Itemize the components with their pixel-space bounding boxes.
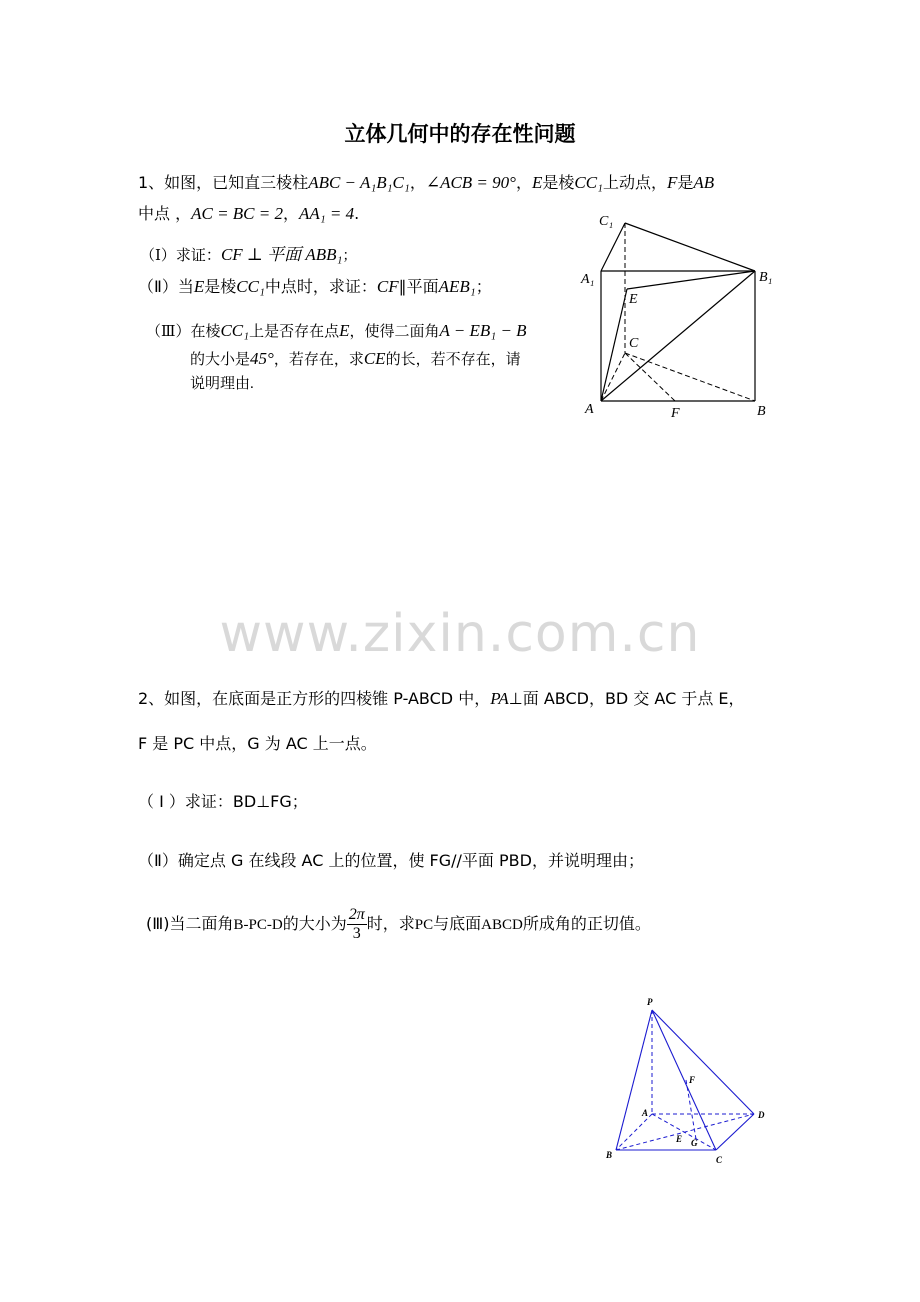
q2-p3-d: 时，求 [366, 914, 415, 933]
q1-part2-label: （Ⅱ）当 [138, 277, 194, 296]
label-B: B [606, 1150, 613, 1160]
q1-part3-CE: CE [363, 349, 386, 368]
q1-part2 [138, 276, 492, 298]
label-P: P [647, 997, 653, 1007]
q1-part3-l2c: 的长，若不存在，请 [385, 352, 521, 368]
label-E: E [629, 292, 638, 307]
label-B1: B₁ [759, 270, 773, 285]
q1-part2-plane: AEB₁ [438, 277, 476, 296]
q1-part3-CC1: CC₁ [220, 321, 250, 340]
q1-AB: AB [693, 173, 715, 192]
q1-F: F [666, 173, 678, 192]
q1-part3-l2b: ，若存在，求 [273, 352, 364, 368]
q1-part3-t1: 上是否存在点 [249, 324, 340, 340]
q1-prism: ABC − A₁B₁C₁ [308, 173, 410, 192]
edge-BD [616, 1114, 754, 1150]
q2-p3-c: 的大小为 [282, 914, 347, 933]
q1-text3: 上动点， [602, 173, 667, 192]
watermark: www.zixin.com.cn [219, 604, 701, 664]
q1-part1-math: CF ⊥ 平面 ABB₁ [220, 245, 343, 264]
q1-part3-l2a: 的大小是 [190, 352, 251, 368]
q1-part3-label: （Ⅲ）在棱 [146, 324, 221, 340]
q1-part1 [140, 244, 356, 267]
q1-part2-t1: 是棱 [204, 277, 237, 296]
label-D: D [758, 1110, 765, 1120]
edge-AC [601, 353, 625, 401]
q1-part2-end: ； [475, 277, 492, 296]
q1-prefix: 1、如图，已知直三棱柱 [138, 173, 309, 192]
q2-p3-b: B-PC-D [233, 917, 283, 933]
edge-A1C1 [601, 223, 625, 271]
edge-PB [616, 1010, 652, 1150]
q2-p3-e: PC [414, 917, 434, 933]
q2-l1-rest: ⊥面 ABCD，BD 交 AC 于点 E， [508, 689, 745, 708]
edge-AE [601, 289, 627, 401]
edge-CB [625, 353, 755, 401]
edge-PC [652, 1010, 716, 1150]
q2-part2: （Ⅱ）确定点 G 在线段 AC 上的位置，使 FG//平面 PBD，并说明理由； [138, 851, 644, 870]
q1-part1-end: ； [342, 248, 357, 264]
q1-l2-end: . [354, 204, 360, 223]
q2-PA: PA [490, 689, 509, 708]
q2-line2: F 是 PC 中点，G 为 AC 上一点。 [138, 734, 377, 753]
edge-AB1 [601, 271, 755, 401]
q1-mid: ， [515, 173, 532, 192]
q2-p3-a: (Ⅲ)当二面角 [146, 914, 234, 933]
edge-C1B1 [625, 223, 755, 271]
label-A: A [585, 402, 594, 417]
q2-part3 [146, 906, 651, 943]
edge-PD [652, 1010, 754, 1114]
label-E: E [676, 1134, 683, 1144]
q1-part3-line3: 说明理由. [190, 376, 254, 392]
label-F: F [671, 406, 680, 421]
q2-frac-num: 2π [348, 906, 365, 923]
q1-angle: ∠ACB = 90° [425, 173, 516, 192]
label-A: A [642, 1108, 649, 1118]
q1-text4: 是 [677, 173, 694, 192]
label-C: C [629, 336, 639, 351]
edge-EB1 [627, 271, 755, 289]
label-C: C [716, 1155, 723, 1165]
q1-sep: ， [409, 173, 426, 192]
q1-part3-E: E [339, 321, 350, 340]
q1-part2-E: E [193, 277, 205, 296]
label-F: F [689, 1075, 696, 1085]
prism-figure [575, 205, 785, 425]
q1-CC1: CC₁ [574, 173, 603, 192]
page-title: 立体几何中的存在性问题 [344, 122, 576, 146]
q1-text2: 是棱 [542, 173, 575, 192]
q2-part1: （ Ⅰ ）求证：BD⊥FG； [138, 792, 308, 811]
label-G: G [691, 1138, 698, 1148]
label-B: B [757, 404, 766, 419]
q1-part3-angle: A − EB₁ − B [439, 321, 527, 340]
label-C1: C₁ [599, 214, 614, 229]
pyramid-figure [600, 992, 780, 1172]
q1-part2-CF: CF [376, 277, 399, 296]
q2-fraction [347, 906, 367, 943]
q2-p3-h: 所成角的正切值。 [522, 914, 651, 933]
q2-frac-den: 3 [352, 925, 361, 942]
q1-eq2: AA₁ = 4 [299, 204, 355, 223]
q2-p3-f: 与底面 [433, 914, 482, 933]
q1-l2-text: 中点 ， [138, 204, 192, 223]
q1-part3-deg: 45° [250, 349, 274, 368]
edge-AB [616, 1114, 652, 1150]
label-A1: A₁ [581, 272, 595, 287]
q1-part3-line2 [190, 348, 521, 371]
q1-part2-t2: 中点时，求证： [264, 277, 377, 296]
q2-line1 [138, 688, 745, 710]
q2-p3-g: ABCD [481, 917, 523, 933]
q1-part3-line1 [146, 320, 527, 343]
q1-part1-label: （Ⅰ）求证： [140, 248, 221, 264]
q1-part2-par: ∥平面 [398, 277, 439, 296]
q1-line2 [138, 203, 359, 225]
q1-part3-t2: ，使得二面角 [349, 324, 440, 340]
q1-eq1: AC = BC = 2 [191, 204, 283, 223]
q1-line1 [138, 172, 714, 194]
q1-l2-sep: ， [282, 204, 299, 223]
q2-l1-prefix: 2、如图，在底面是正方形的四棱锥 P-ABCD 中， [138, 689, 491, 708]
q1-part2-CC1: CC₁ [236, 277, 265, 296]
q1-E: E [531, 173, 543, 192]
